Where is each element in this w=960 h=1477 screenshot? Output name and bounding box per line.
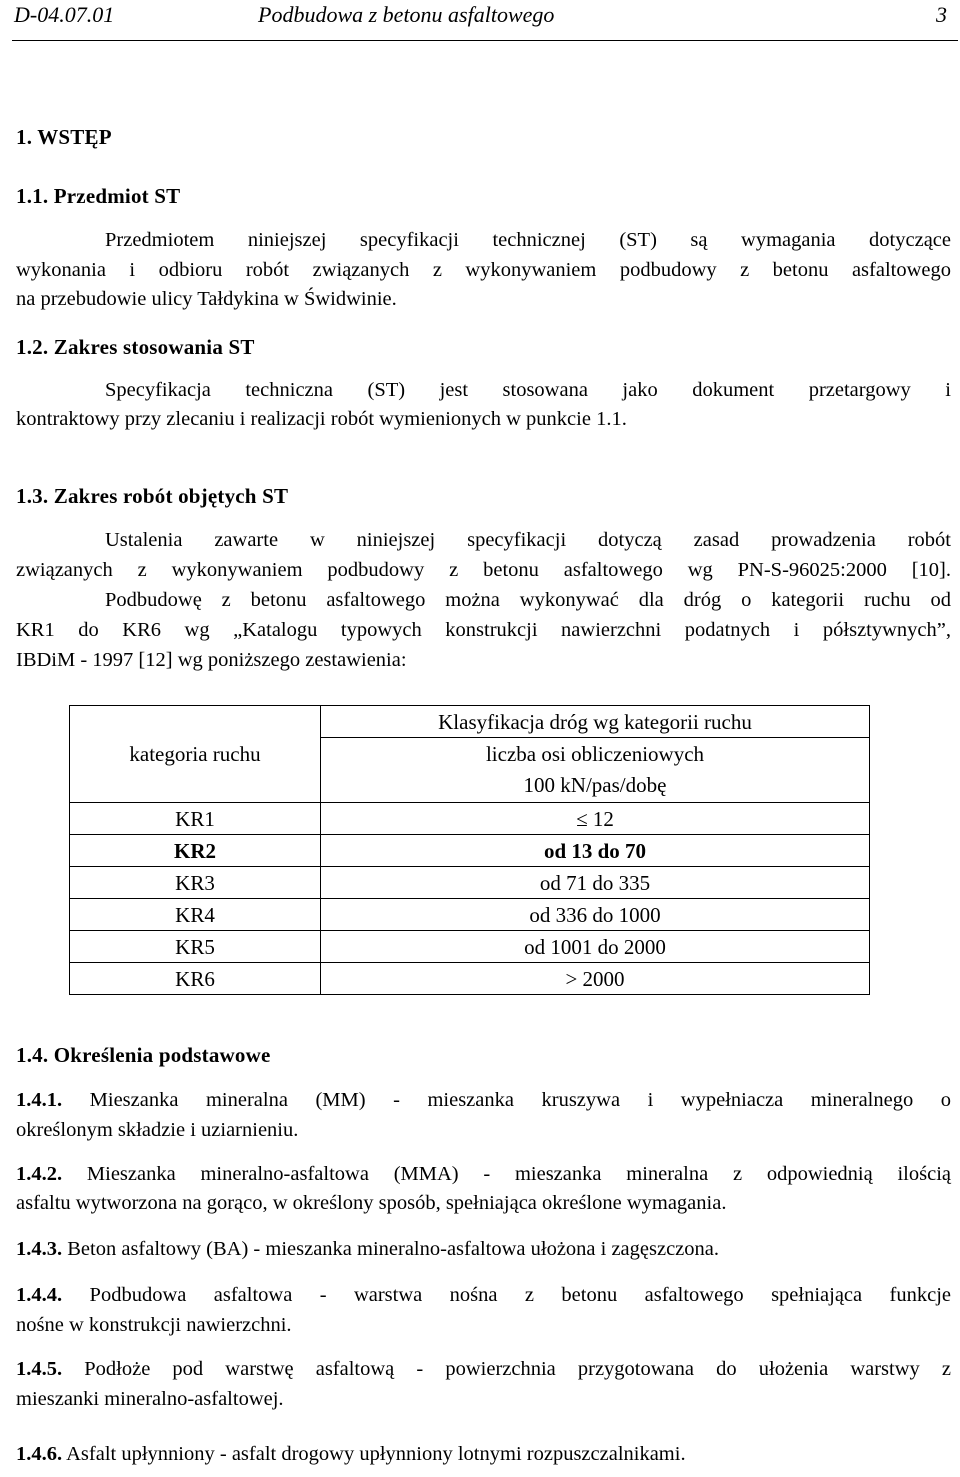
table-col2-header-line1: liczba osi obliczeniowych	[485, 742, 705, 766]
section-1-3-line: KR1 do KR6 wg „Katalogu typowych konstrukcji nawierzchni podatnych i półsztywnych”,	[16, 619, 951, 641]
section-1-3-line: Ustalenia zawarte w niniejszej specyfikacji dotyczą zasad prowadzenia robót	[105, 529, 951, 551]
section-1-2-line: Specyfikacja techniczna (ST) jest stosowana jako dokument przetargowy i	[105, 379, 951, 401]
traffic-category-table	[69, 705, 870, 995]
table-row	[70, 963, 870, 995]
table-title	[321, 706, 870, 738]
header-rule	[12, 40, 958, 41]
section-1-3-line: IBDiM - 1997 [12] wg poniższego zestawienia:	[16, 649, 407, 671]
section-1-2-heading: 1.2. Zakres stosowania ST	[16, 335, 255, 359]
table-cell-value: od 13 do 70	[321, 835, 870, 867]
definition-number: 1.4.2.	[16, 1163, 63, 1185]
table-col1-header	[70, 706, 321, 803]
definition-1-4-3	[16, 1238, 719, 1261]
section-1-1-heading: 1.1. Przedmiot ST	[16, 184, 181, 208]
section-1-heading: 1. WSTĘP	[16, 125, 112, 149]
section-1-1-line: wykonania i odbioru robót związanych z wykonywaniem podbudowy z betonu asfaltowego	[16, 259, 951, 281]
section-1-3-heading: 1.3. Zakres robót objętych ST	[16, 484, 289, 508]
table-cell-value: od 1001 do 2000	[321, 931, 870, 963]
definition-number: 1.4.3.	[16, 1238, 63, 1260]
table-cell-category: KR4	[70, 899, 321, 931]
definition-text: Mieszanka mineralna (MM) - mieszanka kruszywa i wypełniacza mineralnego o	[89, 1089, 952, 1111]
definition-1-4-5	[16, 1358, 951, 1381]
definition-1-4-4-cont: nośne w konstrukcji nawierzchni.	[16, 1314, 292, 1336]
header-title: Podbudowa z betonu asfaltowego	[258, 2, 555, 27]
table-cell-category: KR3	[70, 867, 321, 899]
table-cell-value: ≤ 12	[321, 803, 870, 835]
definition-text: Mieszanka mineralno-asfaltowa (MMA) - mieszanka mineralna z odpowiednią ilością	[86, 1163, 952, 1185]
definition-number: 1.4.6.	[16, 1443, 63, 1465]
definition-text: Asfalt upłynniony - asfalt drogowy upłynniony lotnymi rozpuszczalnikami.	[66, 1443, 686, 1465]
table-cell-category: KR1	[70, 803, 321, 835]
table-row	[70, 803, 870, 835]
table-row	[70, 835, 870, 867]
section-1-1-line: na przebudowie ulicy Tałdykina w Świdwinie.	[16, 288, 397, 310]
table-row	[70, 867, 870, 899]
section-1-3-line: Podbudowę z betonu asfaltowego można wykonywać dla dróg o kategorii ruchu od	[105, 589, 951, 611]
section-1-1-line: Przedmiotem niniejszej specyfikacji technicznej (ST) są wymagania dotyczące	[105, 229, 951, 251]
definition-number: 1.4.1.	[16, 1089, 63, 1111]
definition-1-4-5-cont: mieszanki mineralno-asfaltowej.	[16, 1388, 284, 1410]
table-cell-category: KR6	[70, 963, 321, 995]
table-col2-header-line2: 100 kN/pas/dobę	[523, 773, 667, 797]
table-cell-value: > 2000	[321, 963, 870, 995]
definition-text: Podbudowa asfaltowa - warstwa nośna z betonu asfaltowego spełniająca funkcje	[89, 1284, 952, 1306]
table-cell-value: od 71 do 335	[321, 867, 870, 899]
section-1-2-line: kontraktowy przy zlecaniu i realizacji robót wymienionych w punkcie 1.1.	[16, 408, 627, 430]
table-cell-category: KR5	[70, 931, 321, 963]
section-1-4-heading: 1.4. Określenia podstawowe	[16, 1043, 271, 1067]
table-col2-header	[321, 738, 870, 803]
definition-1-4-4	[16, 1284, 951, 1307]
definition-text: Beton asfaltowy (BA) - mieszanka mineralno-asfaltowa ułożona i zagęszczona.	[67, 1238, 720, 1260]
table-row	[70, 931, 870, 963]
table-row	[70, 899, 870, 931]
section-1-3-line: związanych z wykonywaniem podbudowy z betonu asfaltowego wg PN-S-96025:2000 [10].	[16, 559, 951, 581]
header-code: D-04.07.01	[14, 2, 115, 27]
table-col1-header-text: kategoria ruchu	[129, 742, 261, 766]
definition-1-4-2-cont: asfaltu wytworzona na gorąco, w określony sposób, spełniająca określone wymagania.	[16, 1192, 727, 1214]
definition-1-4-2	[16, 1163, 951, 1186]
definition-1-4-6	[16, 1443, 686, 1466]
definition-1-4-1	[16, 1089, 951, 1112]
definition-number: 1.4.5.	[16, 1358, 63, 1380]
table-cell-value: od 336 do 1000	[321, 899, 870, 931]
page-number: 3	[936, 2, 947, 27]
table-title-text: Klasyfikacja dróg wg kategorii ruchu	[438, 709, 752, 734]
table-cell-category: KR2	[70, 835, 321, 867]
definition-text: Podłoże pod warstwę asfaltową - powierzchnia przygotowana do ułożenia warstwy z	[84, 1358, 951, 1380]
definition-1-4-1-cont: określonym składzie i uziarnieniu.	[16, 1119, 299, 1141]
definition-number: 1.4.4.	[16, 1284, 63, 1306]
